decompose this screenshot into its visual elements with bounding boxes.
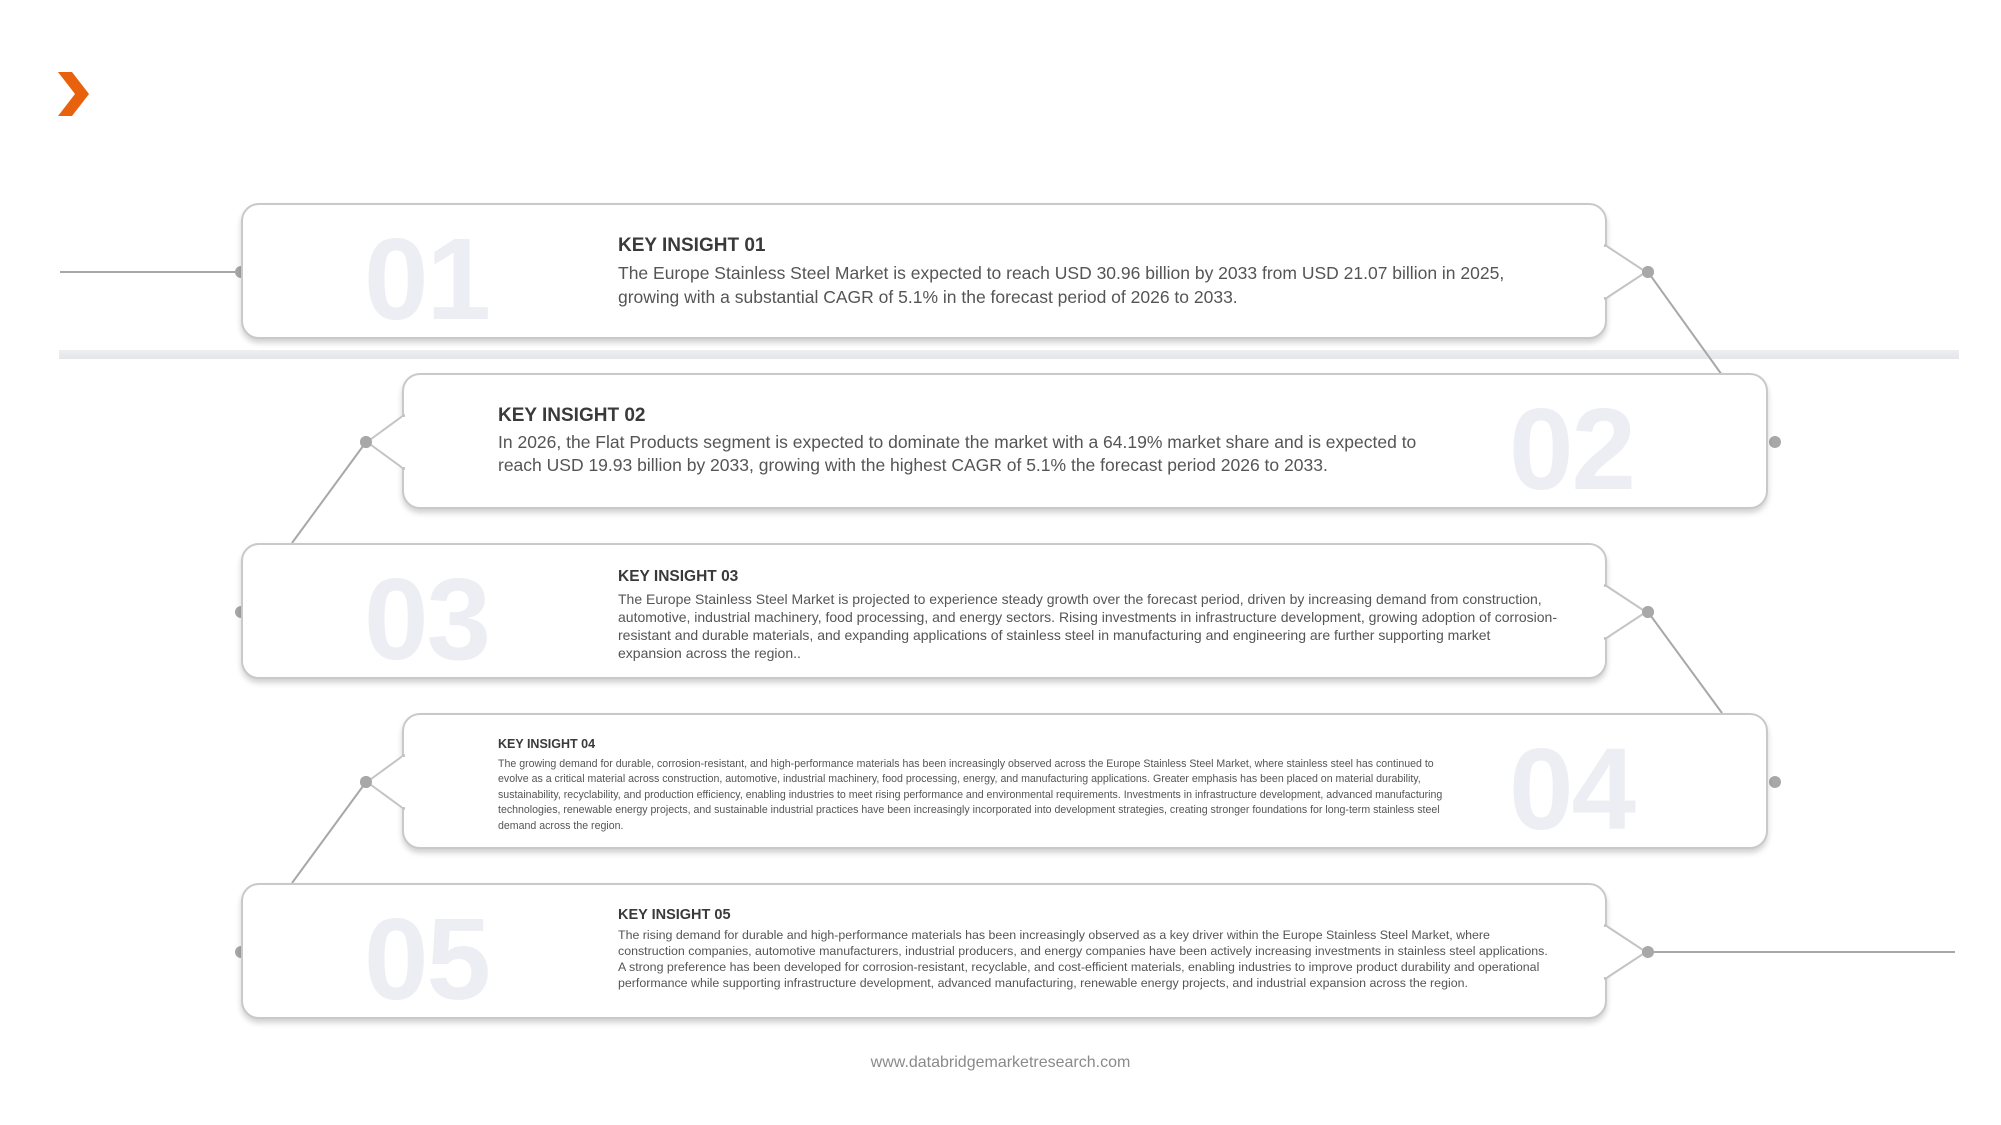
insight-card-04 xyxy=(402,713,1768,854)
insight-content xyxy=(618,568,1558,662)
insight-body: The rising demand for durable and high-performance materials has been increasingly observed as a key driver within the Europe Stainless Steel Market, where construction companies, automotive manufacturers, industrial producers, and energy companies have been actively increasing investments in stainless steel applications. A strong preference has been developed for corrosion-resistant, recyclable, and cost-efficient materials, enabling industries to improve product durability and operational performance while supporting infrastructure development, advanced manufacturing, renewable energy projects, and industrial expansion across the region. xyxy=(618,928,1548,990)
insight-body: In 2026, the Flat Products segment is expected to dominate the market with a 64.19% market share and is expected to reach USD 19.93 billion by 2033, growing with the highest CAGR of 5.1% the forecast period 2026 to 2033. xyxy=(498,432,1417,475)
insight-content xyxy=(618,235,1558,309)
insight-number: 02 xyxy=(1509,384,1635,514)
insight-title: KEY INSIGHT 04 xyxy=(498,737,596,751)
insight-body: The Europe Stainless Steel Market is projected to experience steady growth over the forecast period, driven by increasing demand from construction, automotive, industrial machinery, food processing, and energy sectors. Rising investments in infrastructure development, growing adoption of corrosion-resistant and durable materials, and expanding applications of stainless steel in manufacturing and engineering are further supporting market expansion across the region.. xyxy=(618,591,1557,661)
insight-number: 03 xyxy=(364,554,490,684)
insight-title: KEY INSIGHT 05 xyxy=(618,907,731,923)
insight-number: 05 xyxy=(364,894,490,1024)
insight-content xyxy=(498,405,1443,477)
insight-card-01 xyxy=(241,203,1607,344)
insight-body: The Europe Stainless Steel Market is expected to reach USD 30.96 billion by 2033 from USD 21.07 billion in 2025, growing with a substantial CAGR of 5.1% in the forecast period of 2026 to 2033. xyxy=(618,263,1505,307)
insight-card-02 xyxy=(402,373,1768,514)
insight-card-03 xyxy=(241,543,1607,684)
insight-title: KEY INSIGHT 03 xyxy=(618,568,739,585)
insight-content xyxy=(618,907,1558,991)
insight-title: KEY INSIGHT 01 xyxy=(618,235,766,256)
insight-card-05 xyxy=(241,883,1607,1024)
insight-number: 04 xyxy=(1509,724,1635,854)
insight-title: KEY INSIGHT 02 xyxy=(498,405,646,426)
footer-url[interactable]: www.databridgemarketresearch.com xyxy=(870,1054,1131,1071)
insight-content xyxy=(498,737,1443,834)
insight-body: The growing demand for durable, corrosion-resistant, and high-performance materials has been increasingly observed across the Europe Stainless Steel Market, where stainless steel has continued to evolve as a critical material across construction, automotive, industrial machinery, food processing, energy, and manufacturing applications. Greater emphasis has been placed on material durability, sustainability, recyclability, and production efficiency, enabling industries to meet rising performance and environmental requirements. Investments in infrastructure development, advanced manufacturing technologies, renewable energy projects, and sustainable industrial practices have been increasingly incorporated into development strategies, creating stronger foundations for long-term stainless steel demand across the region. xyxy=(498,758,1443,832)
insight-number: 01 xyxy=(364,214,490,344)
